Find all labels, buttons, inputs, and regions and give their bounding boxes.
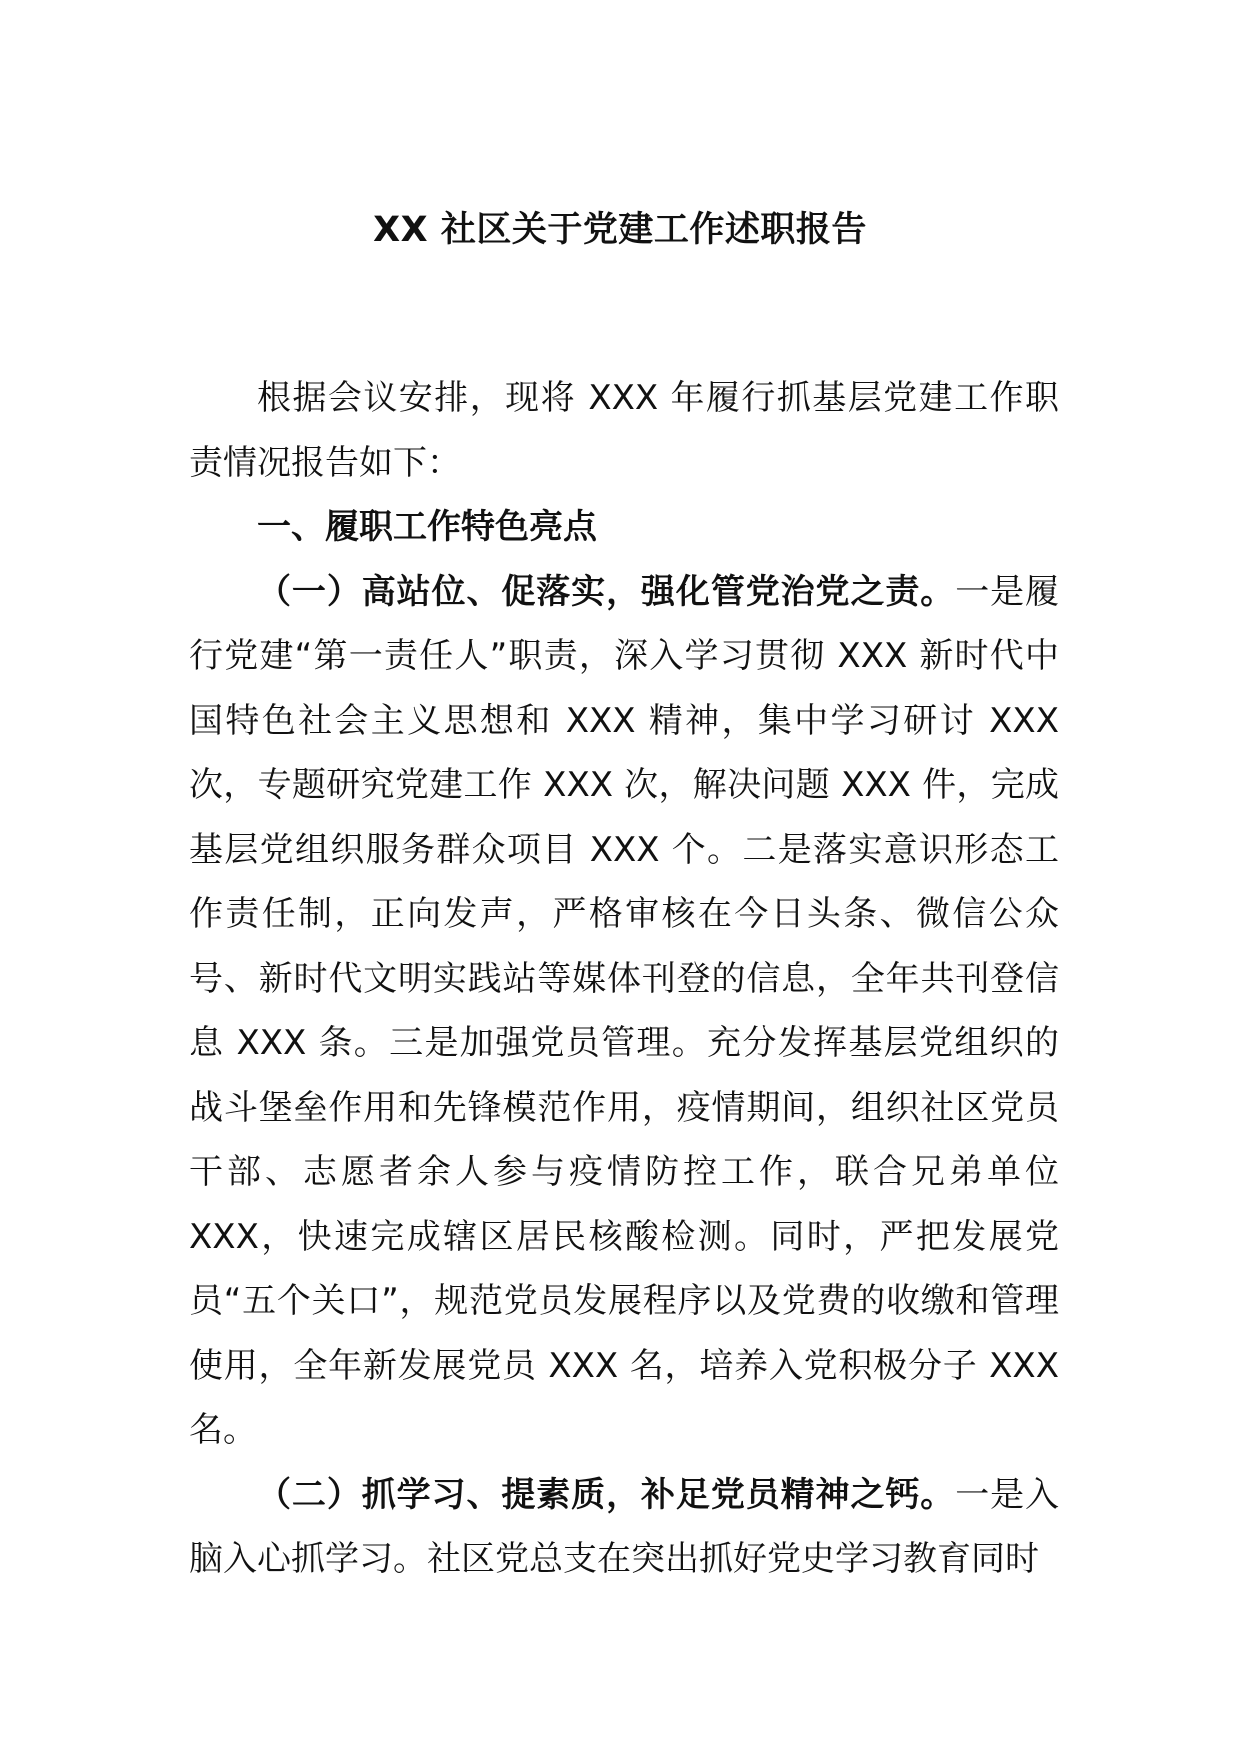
subsection-paragraph-2 bbox=[189, 1463, 1059, 1592]
subsection-text-1: 一是履行党建“第一责任人”职责，深入学习贯彻 XXX 新时代中国特色社会主义思想和 XXX 精神，集中学习研讨 XXX 次，专题研究党建工作 XXX 次，解决问题 XXX 件，完成基层党组织服务群众项目 XXX 个。二是落实意识形态工作责任制，正向发声，严格审核在今日头条、微信公众号、新时代文明实践站等媒体刊登的信息，全年共刊登信息 XXX 条。三是加强党员管理。充分发挥基层党组织的战斗堡垒作用和先锋模范作用，疫情期间，组织社区党员干部、志愿者余人参与疫情防控工作，联合兄弟单位 XXX，快速完成辖区居民核酸检测。同时，严把发展党员“五个关口”，规范党员发展程序以及党费的收缴和管理使用，全年新发展党员 XXX 名，培养入党积极分子 XXX 名。 bbox=[189, 571, 1060, 1450]
subsection-heading-1: （一）高站位、促落实，强化管党治党之责。 bbox=[257, 571, 956, 612]
intro-paragraph: 根据会议安排，现将 XXX 年履行抓基层党建工作职责情况报告如下： bbox=[189, 378, 1059, 483]
document-body bbox=[189, 366, 1059, 1592]
subsection-heading-2: （二）抓学习、提素质，补足党员精神之钙。 bbox=[257, 1474, 956, 1515]
subsection-paragraph-1 bbox=[189, 560, 1059, 1463]
subsection-text-2: 一是入脑入心抓学习。社区党总支在突出抓好党史学习教育同时 bbox=[189, 1474, 1060, 1579]
section-heading-1: 一、履职工作特色亮点 bbox=[257, 507, 597, 547]
document-title: XX 社区关于党建工作述职报告 bbox=[373, 210, 867, 250]
